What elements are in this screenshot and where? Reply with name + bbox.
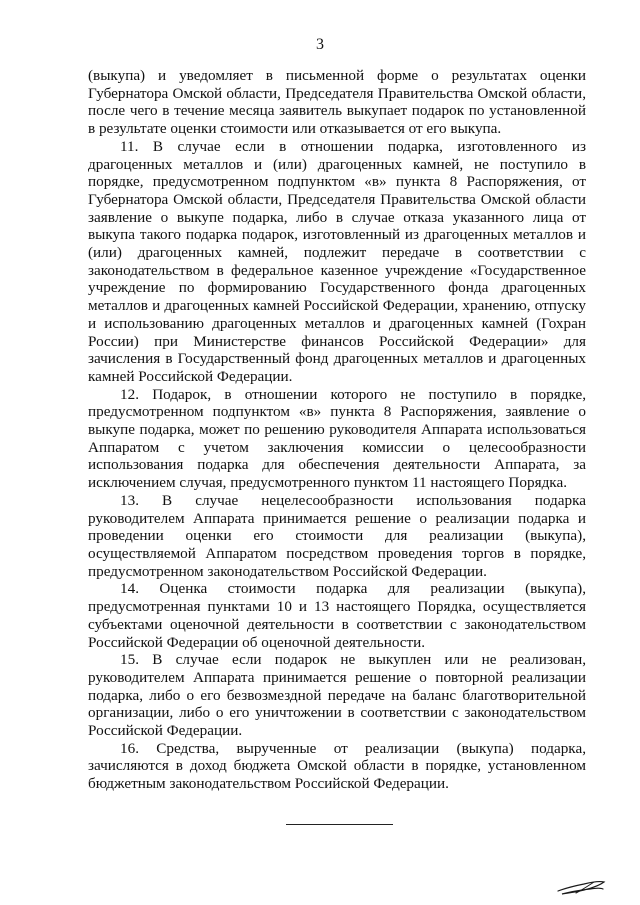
paragraph-16: 16. Средства, вырученные от реализации (выкупа) подарка, зачисляются в доход бюджета Омской области в порядке, установленном бюджетным законодательством Российской Федерации. [88,739,586,793]
document-body [88,67,586,793]
page-number: 3 [316,36,324,53]
handwritten-signature [556,876,606,898]
paragraph-12: 12. Подарок, в отношении которого не поступило в порядке, предусмотренном подпунктом «в» пункта 8 Распоряжения, заявление о выкупе подарка, может по решению руководителя Аппарата использоваться Аппаратом с учетом заключения комиссии о целесообразности использования подарка для обеспечения деятельности Аппарата, за исключением случая, предусмотренного пунктом 11 настоящего Порядка. [88,385,586,492]
paragraph-13: 13. В случае нецелесообразности использования подарка руководителем Аппарата принимается решение о реализации подарка и проведении оценки его стоимости для реализации (выкупа), осуществляемой Аппаратом посредством проведения торгов в порядке, предусмотренном законодательством Российской Федерации. [88,491,586,580]
signature-icon [556,876,606,898]
paragraph-continuation: (выкупа) и уведомляет в письменной форме о результатах оценки Губернатора Омской области, Председателя Правительства Омской области, после чего в течение месяца заявитель выкупает подарок по установленной в результате оценки стоимости или отказывается от его выкупа. [88,67,586,138]
paragraph-11: 11. В случае если в отношении подарка, изготовленного из драгоценных металлов и (или) драгоценных камней, не поступило в порядке, предусмотренном подпунктом «в» пункта 8 Распоряжения, от Губернатора Омской области, Председателя Правительства Омской области заявление о выкупе подарка, либо в случае отказа указанного лица от выкупа такого подарка подарок, изготовленный из драгоценных металлов и (или) драгоценных камней, подлежит передаче в соответствии с законодательством в федеральное казенное учреждение «Государственное учреждение по формированию Государственного фонда драгоценных металлов и драгоценных камней Российской Федерации, хранению, отпуску и использованию драгоценных металлов и драгоценных камней (Гохран России) при Министерстве финансов Российской Федерации» для зачисления в Государственный фонд драгоценных металлов и драгоценных камней Российской Федерации. [88,137,586,385]
paragraph-14: 14. Оценка стоимости подарка для реализации (выкупа), предусмотренная пунктами 10 и 13 настоящего Порядка, осуществляется субъектами оценочной деятельности в соответствии с законодательством Российской Федерации об оценочной деятельности. [88,580,586,651]
end-divider-line [286,824,393,825]
paragraph-15: 15. В случае если подарок не выкуплен или не реализован, руководителем Аппарата принимается решение о повторной реализации подарка, либо о его безвозмездной передаче на баланс благотворительной организации, либо о его уничтожении в соответствии с законодательством Российской Федерации. [88,651,586,740]
